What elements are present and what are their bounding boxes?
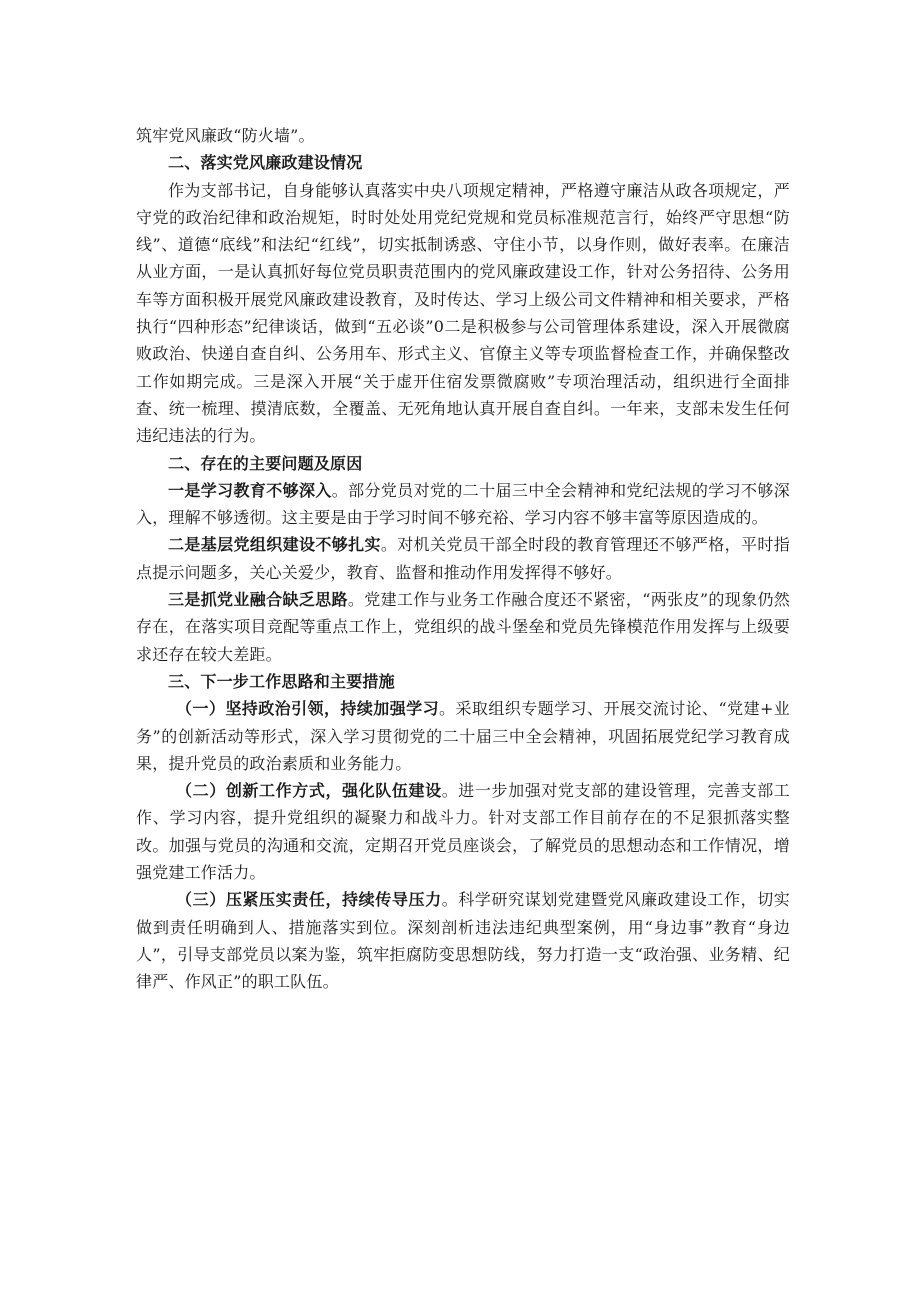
problem-text: 。部分党员对党的二十届三中全会精神和党纪法规的学习不够深入，理解不够透彻。这主要是由于学习时间不够充裕、学习内容不够丰富等原因造成的。: [136, 480, 790, 528]
measure-text: 。进一步加强对党支部的建设管理，完善支部工作、学习内容，提升党组织的凝聚力和战斗力。针对支部工作目前存在的不足狠抓落实整改。加强与党员的沟通和交流，定期召开党员座谈会，了解党员的思想动态和工作情况，增强党建工作活力。: [136, 781, 790, 883]
measure-paragraph: [136, 886, 790, 995]
section-heading-next-steps: 三、下一步工作思路和主要措施: [168, 671, 395, 691]
problem-lead: 一是学习教育不够深入: [168, 480, 332, 500]
problem-paragraph: [136, 531, 790, 586]
problem-lead: 三是抓党业融合缺乏思路: [168, 590, 348, 610]
measure-paragraph: [136, 777, 790, 886]
problem-text: 。对机关党员干部全时段的教育管理还不够严格，平时指点提示问题多，关心关爱少，教育、监督和推动作用发挥得不够好。: [136, 535, 790, 582]
section-heading-implementation: 二、落实党风廉政建设情况: [168, 153, 363, 173]
section-heading-problems: 二、存在的主要问题及原因: [168, 453, 363, 473]
problem-lead: 二是基层党组织建设不够扎实: [168, 535, 381, 555]
measure-text: 。科学研究谋划党建暨党风廉政建设工作，切实做到责任明确到人、措施落实到位。深刻剖析违法违纪典型案例，用“身边事”教育“身边人”，引导支部党员以案为鉴，筑牢拒腐防变思想防线，努力打造一支“政治强、业务精、纪律严、作风正”的职工队伍。: [136, 890, 790, 992]
measure-lead: （二）创新工作方式，强化队伍建设: [176, 781, 442, 801]
measure-lead: （三）压紧压实责任，持续传导压力: [176, 890, 442, 910]
measure-lead: （一）坚持政治引领，持续加强学习: [176, 699, 440, 719]
measure-text: 。采取组织专题学习、开展交流讨论、“党建+业务”的创新活动等形式，深入学习贯彻党的二十届三中全会精神，巩固拓展党纪学习教育成果，提升党员的政治素质和业务能力。: [136, 699, 790, 773]
problem-text: 。党建工作与业务工作融合度还不紧密，“两张皮”的现象仍然存在，在落实项目竞配等重点工作上，党组织的战斗堡垒和党员先锋模范作用发挥与上级要求还存在较大差距。: [136, 590, 790, 664]
implementation-paragraph: 作为支部书记，自身能够认真落实中央八项规定精神，严格遵守廉洁从政各项规定，严守党的政治纪律和政治规矩，时时处处用党纪党规和党员标准规范言行，始终严守思想“防线”、道德“底线”和法纪“红线”，切实抵制诱惑、守住小节，以身作则，做好表率。在廉洁从业方面，一是认真抓好每位党员职责范围内的党风廉政建设工作，针对公务招待、公务用车等方面积极开展党风廉政建设教育，及时传达、学习上级公司文件精神和相关要求，严格执行“四种形态”纪律谈话，做到“五必谈”0二是积极参与公司管理体系建设，深入开展微腐败政治、快递自查自纠、公务用车、形式主义、官僚主义等专项监督检查工作，并确保整改工作如期完成。三是深入开展“关于虚开住宿发票微腐败”专项治理活动，组织进行全面排查、统一梳理、摸清底数，全覆盖、无死角地认真开展自查自纠。一年来，支部未发生任何违纪违法的行为。: [136, 180, 790, 446]
problem-paragraph: [136, 477, 790, 532]
problem-paragraph: [136, 586, 790, 668]
measure-paragraph: [136, 695, 790, 777]
opening-line: 筑牢党风廉政“防火墙”。: [136, 126, 315, 145]
document-page: [136, 122, 790, 996]
